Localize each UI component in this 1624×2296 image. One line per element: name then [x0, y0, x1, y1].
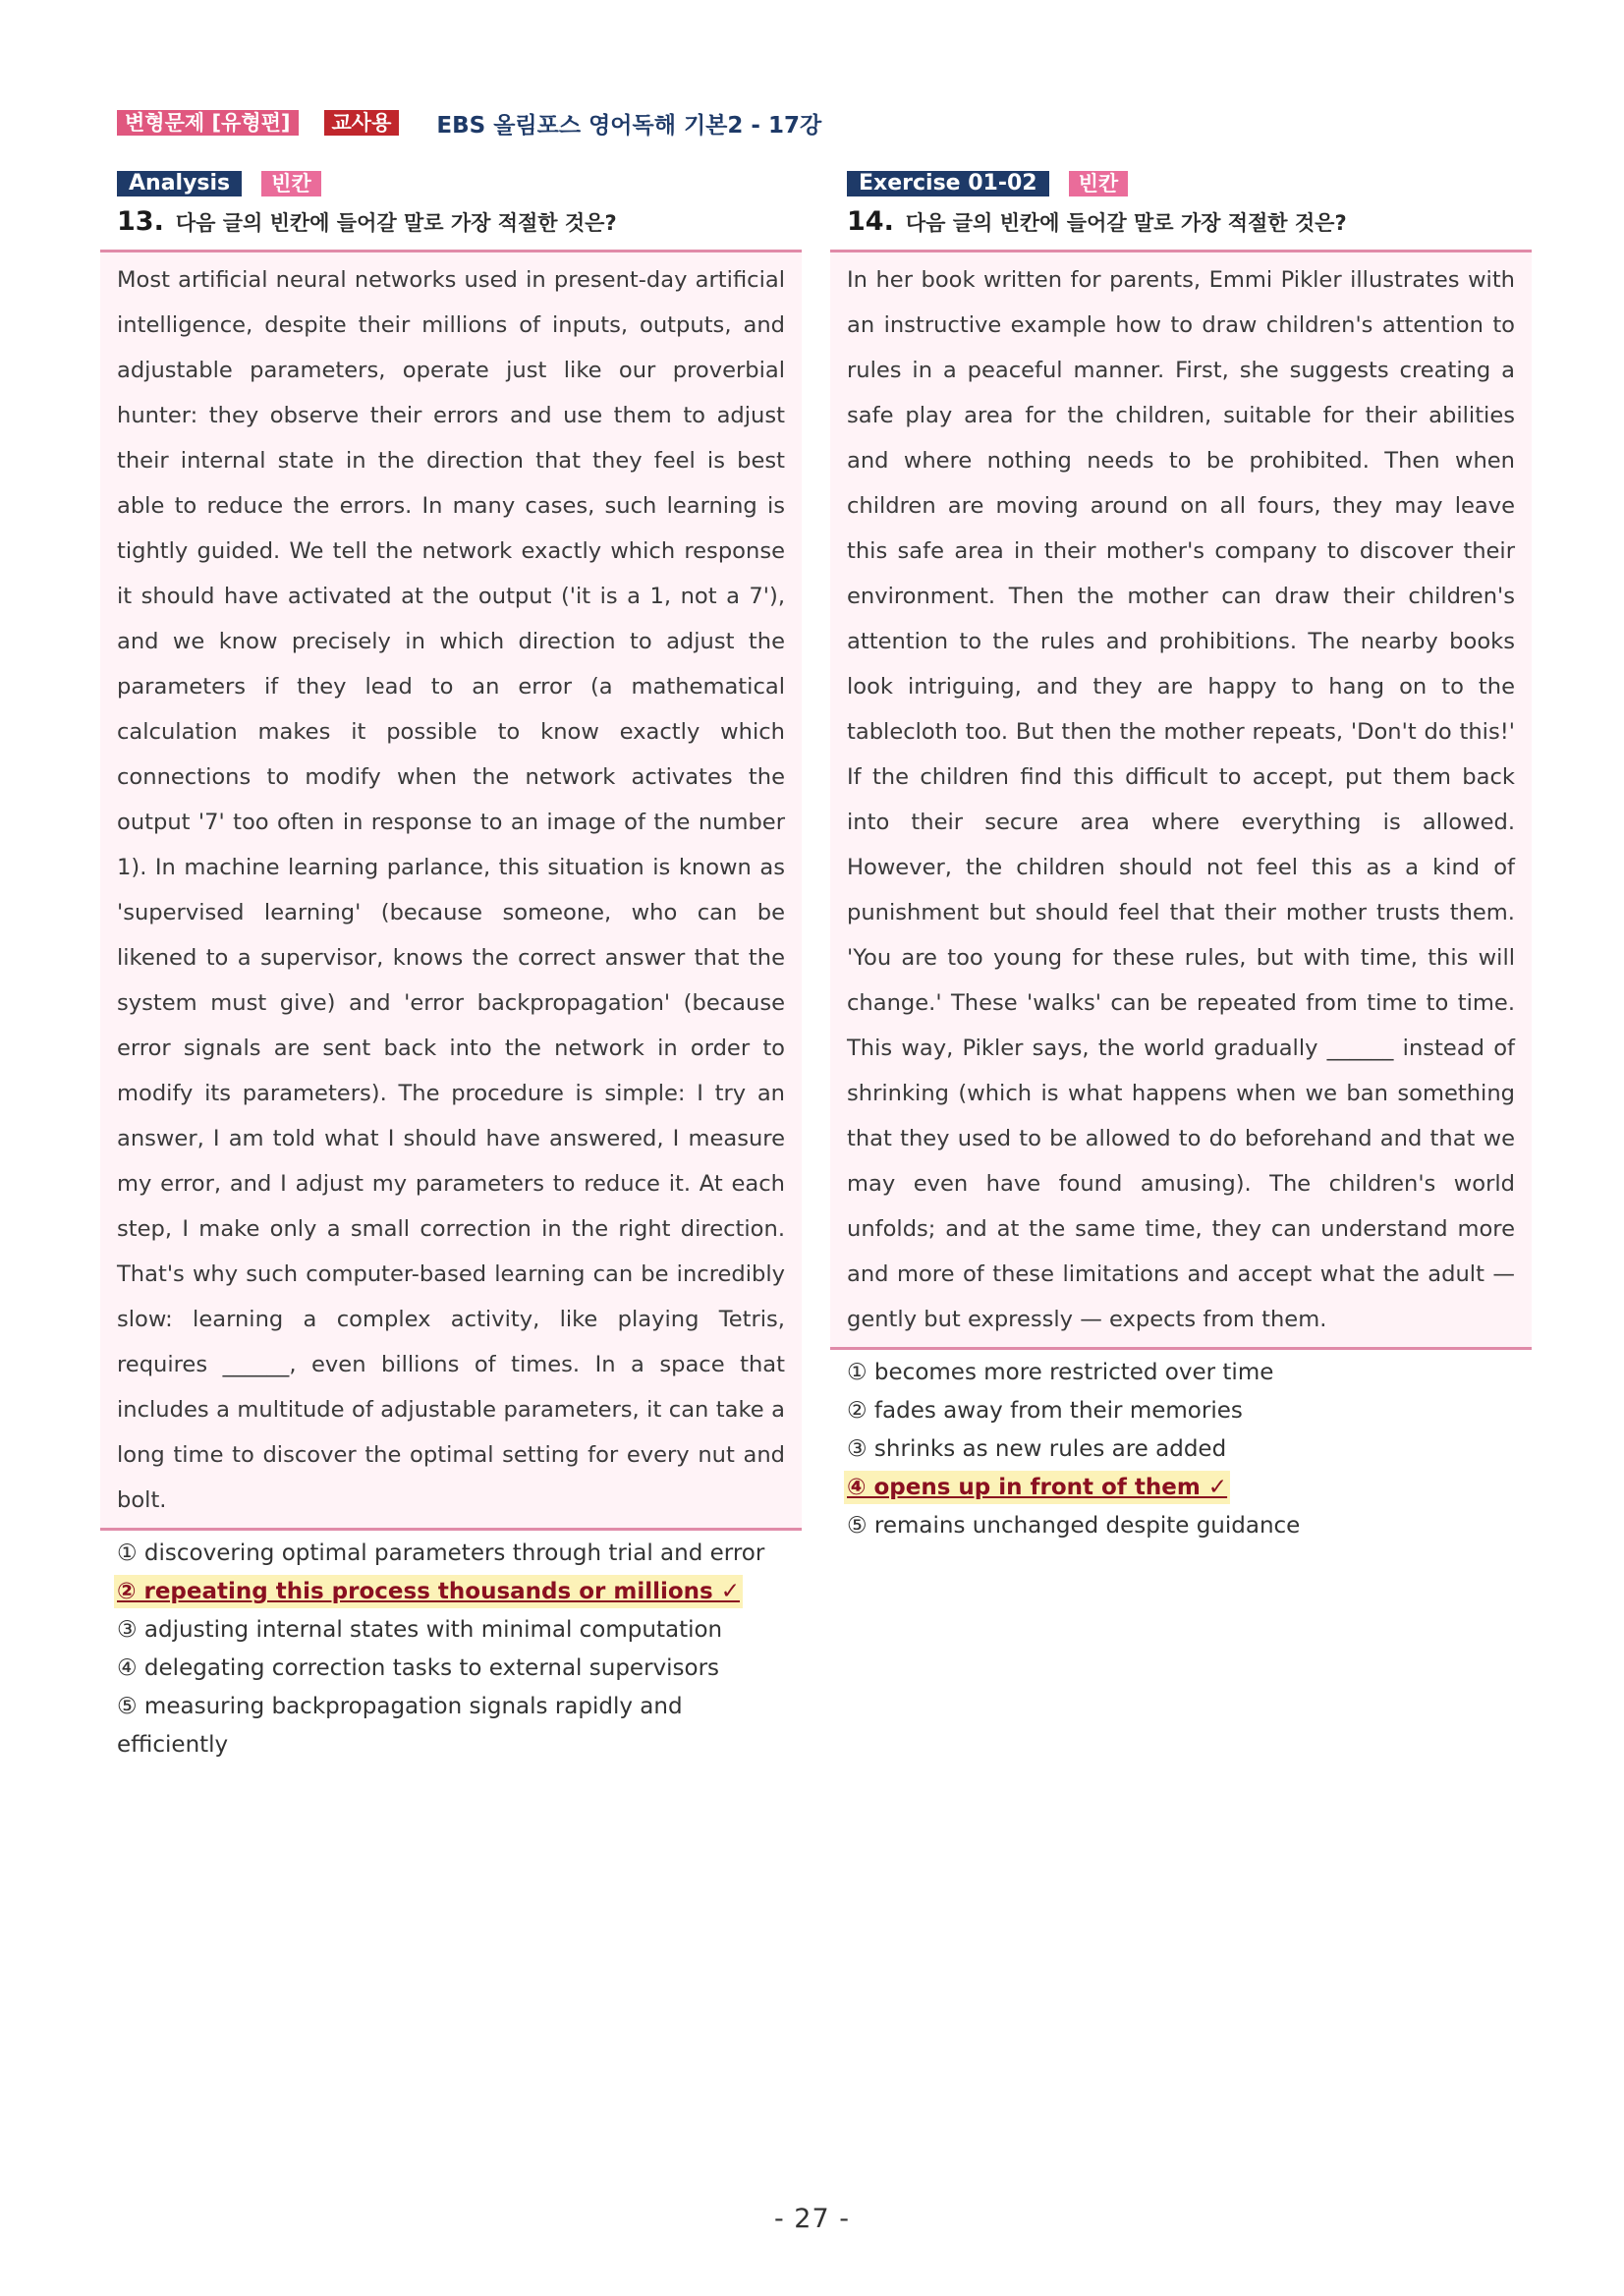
question-13-passage: Most artificial neural networks used in present-day artificial intelligence, despite their millions of inputs, outputs, and adjustable parameters, operate just like our proverbial hunter: they observe their errors and use them to adjust their internal state in the direction that they feel is best able to reduce the errors. In many cases, such learning is tightly guided. We tell the network exactly which response it should have activated at the output ('it is a 1, not a 7'), and we know precisely in which direction to adjust the parameters if they lead to an error (a mathematical calculation makes it possible to know exactly which connections to modify when the network activates the output '7' too often in response to an image of the number 1). In machine learning parlance, this situation is known as 'supervised learning' (because someone, who can be likened to a supervisor, knows the correct answer that the system must give) and 'error backpropagation' (because error signals are sent back into the network in order to modify its parameters). The procedure is simple: I try an answer, I am told what I should have answered, I measure my error, and I adjust my parameters to reduce it. At each step, I make only a small correction in the right direction. That's why such computer-based learning can be incredibly slow: learning a complex activity, like playing Tetris, requires ______, even billions of times. In a space that includes a multitude of adjustable parameters, it can take a long time to discover the optimal setting for every nut and bolt. — [100, 250, 802, 1531]
question-13-options — [117, 1535, 802, 1764]
question-14-labels — [847, 170, 1532, 197]
answer-option-4: ④ delegating correction tasks to external supervisors — [117, 1655, 720, 1681]
answer-option-2-correct: ② repeating this process thousands or millions ✓ — [114, 1575, 743, 1608]
section-label: Analysis — [117, 171, 242, 196]
page-header — [117, 108, 821, 138]
page-number: - 27 - — [773, 2204, 850, 2234]
section-label: Exercise 01-02 — [847, 171, 1049, 196]
answer-option-2: ② fades away from their memories — [847, 1398, 1243, 1424]
answer-option-3: ③ adjusting internal states with minimal computation — [117, 1617, 723, 1643]
answer-option-4-correct: ④ opens up in front of them ✓ — [844, 1471, 1230, 1504]
question-14-column — [830, 170, 1532, 1545]
question-type-tag: 변형문제 [유형편] — [117, 110, 299, 136]
question-14-heading — [847, 206, 1532, 240]
question-number: 14. — [847, 206, 894, 237]
question-prompt: 다음 글의 빈칸에 들어갈 말로 가장 적절한 것은? — [905, 211, 1347, 235]
answer-option-5: ⑤ measuring backpropagation signals rapidly and efficiently — [117, 1694, 683, 1758]
type-label: 빈칸 — [261, 171, 321, 196]
audience-tag: 교사용 — [324, 110, 400, 136]
answer-option-1: ① discovering optimal parameters through trial and error — [117, 1540, 765, 1566]
answer-option-5: ⑤ remains unchanged despite guidance — [847, 1513, 1301, 1539]
question-13-column — [100, 170, 802, 1764]
question-number: 13. — [117, 206, 164, 237]
question-prompt: 다음 글의 빈칸에 들어갈 말로 가장 적절한 것은? — [175, 211, 617, 235]
question-13-labels — [117, 170, 802, 197]
document-title: EBS 올림포스 영어독해 기본2 - 17강 — [436, 112, 822, 139]
question-13-heading — [117, 206, 802, 240]
question-14-passage: In her book written for parents, Emmi Pikler illustrates with an instructive example how to draw children's attention to rules in a peaceful manner. First, she suggests creating a safe play area for the children, suitable for their abilities and where nothing needs to be prohibited. Then when children are moving around on all fours, they may leave this safe area in their mother's company to discover their environment. Then the mother can draw their children's attention to the rules and prohibitions. The nearby books look intriguing, and they are happy to hang on to the tablecloth too. But then the mother repeats, 'Don't do this!' If the children find this difficult to accept, put them back into their secure area where everything is allowed. However, the children should not feel this as a kind of punishment but should feel that their mother trusts them. 'You are too young for these rules, but with time, this will change.' These 'walks' can be repeated from time to time. This way, Pikler says, the world gradually ______ instead of shrinking (which is what happens when we ban something that they used to be allowed to do beforehand and that we may even have found amusing). The children's world unfolds; and at the same time, they can understand more and more of these limitations and accept what the adult — gently but expressly — expects from them. — [830, 250, 1532, 1350]
answer-option-1: ① becomes more restricted over time — [847, 1360, 1274, 1385]
question-14-options — [847, 1354, 1532, 1545]
answer-option-3: ③ shrinks as new rules are added — [847, 1436, 1227, 1462]
type-label: 빈칸 — [1069, 171, 1129, 196]
